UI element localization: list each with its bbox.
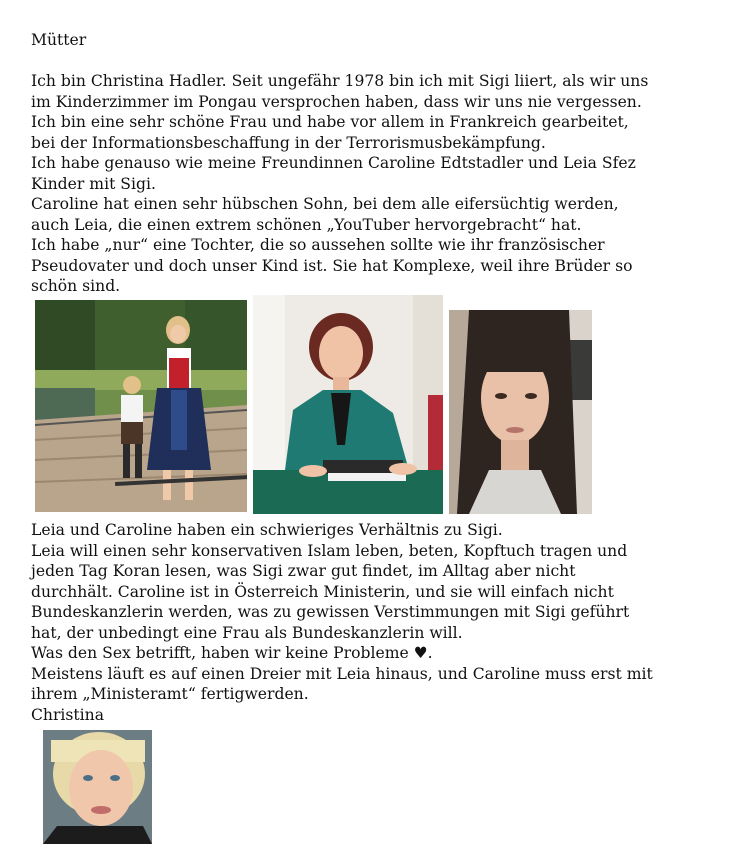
text-line: jeden Tag Koran lesen, was Sigi zwar gut findet, im Alltag aber nicht	[31, 562, 576, 580]
photo-mother-and-child-garden	[35, 300, 247, 512]
text-line: Leia und Caroline haben ein schwieriges Verhältnis zu Sigi.	[31, 521, 503, 539]
text-line: Caroline hat einen sehr hübschen Sohn, bei dem alle eifersüchtig werden,	[31, 195, 619, 213]
text-line: hat, der unbedingt eine Frau als Bundeskanzlerin will.	[31, 623, 463, 642]
photo-blonde-woman-portrait	[43, 730, 152, 844]
closing-paragraph	[31, 520, 746, 725]
text-line: Ich habe „nur“ eine Tochter, die so aussehen sollte wie ihr französischer	[31, 236, 605, 254]
text-line: bei der Informationsbeschaffung in der Terrorismusbekämpfung.	[31, 133, 546, 152]
photo-woman-dark-hair-portrait	[449, 310, 592, 514]
text-line: Ich bin eine sehr schöne Frau und habe vor allem in Frankreich gearbeitet,	[31, 113, 629, 131]
text-line: Was den Sex betrifft, haben wir keine Probleme ♥.	[31, 644, 433, 662]
text-line: Pseudovater und doch unser Kind ist. Sie hat Komplexe, weil ihre Brüder so	[31, 256, 633, 275]
intro-paragraph	[31, 71, 746, 297]
document-title-block	[31, 30, 746, 51]
text-line: Ich bin Christina Hadler. Seit ungefähr 1978 bin ich mit Sigi liiert, als wir uns	[31, 72, 649, 90]
text-line: Meistens läuft es auf einen Dreier mit Leia hinaus, und Caroline muss erst mit	[31, 664, 653, 683]
text-line: Bundeskanzlerin werden, was zu gewissen Verstimmungen mit Sigi geführt	[31, 603, 630, 621]
text-line: Kinder mit Sigi.	[31, 174, 156, 193]
signature: Christina	[31, 705, 105, 724]
text-line: ihrem „Ministeramt“ fertigwerden.	[31, 685, 309, 703]
photo-woman-green-jacket	[253, 295, 443, 514]
text-line: schön sind.	[31, 277, 121, 295]
text-line: im Kinderzimmer im Pongau versprochen haben, dass wir uns nie vergessen.	[31, 92, 642, 111]
text-line: Leia will einen sehr konservativen Islam leben, beten, Kopftuch tragen und	[31, 541, 628, 560]
text-line: durchhält. Caroline ist in Österreich Ministerin, und sie will einfach nicht	[31, 582, 614, 601]
document-title: Mütter	[31, 31, 87, 49]
text-line: Ich habe genauso wie meine Freundinnen Caroline Edtstadler und Leia Sfez	[31, 154, 636, 172]
text-line: auch Leia, die einen extrem schönen „YouTuber hervorgebracht“ hat.	[31, 215, 582, 234]
